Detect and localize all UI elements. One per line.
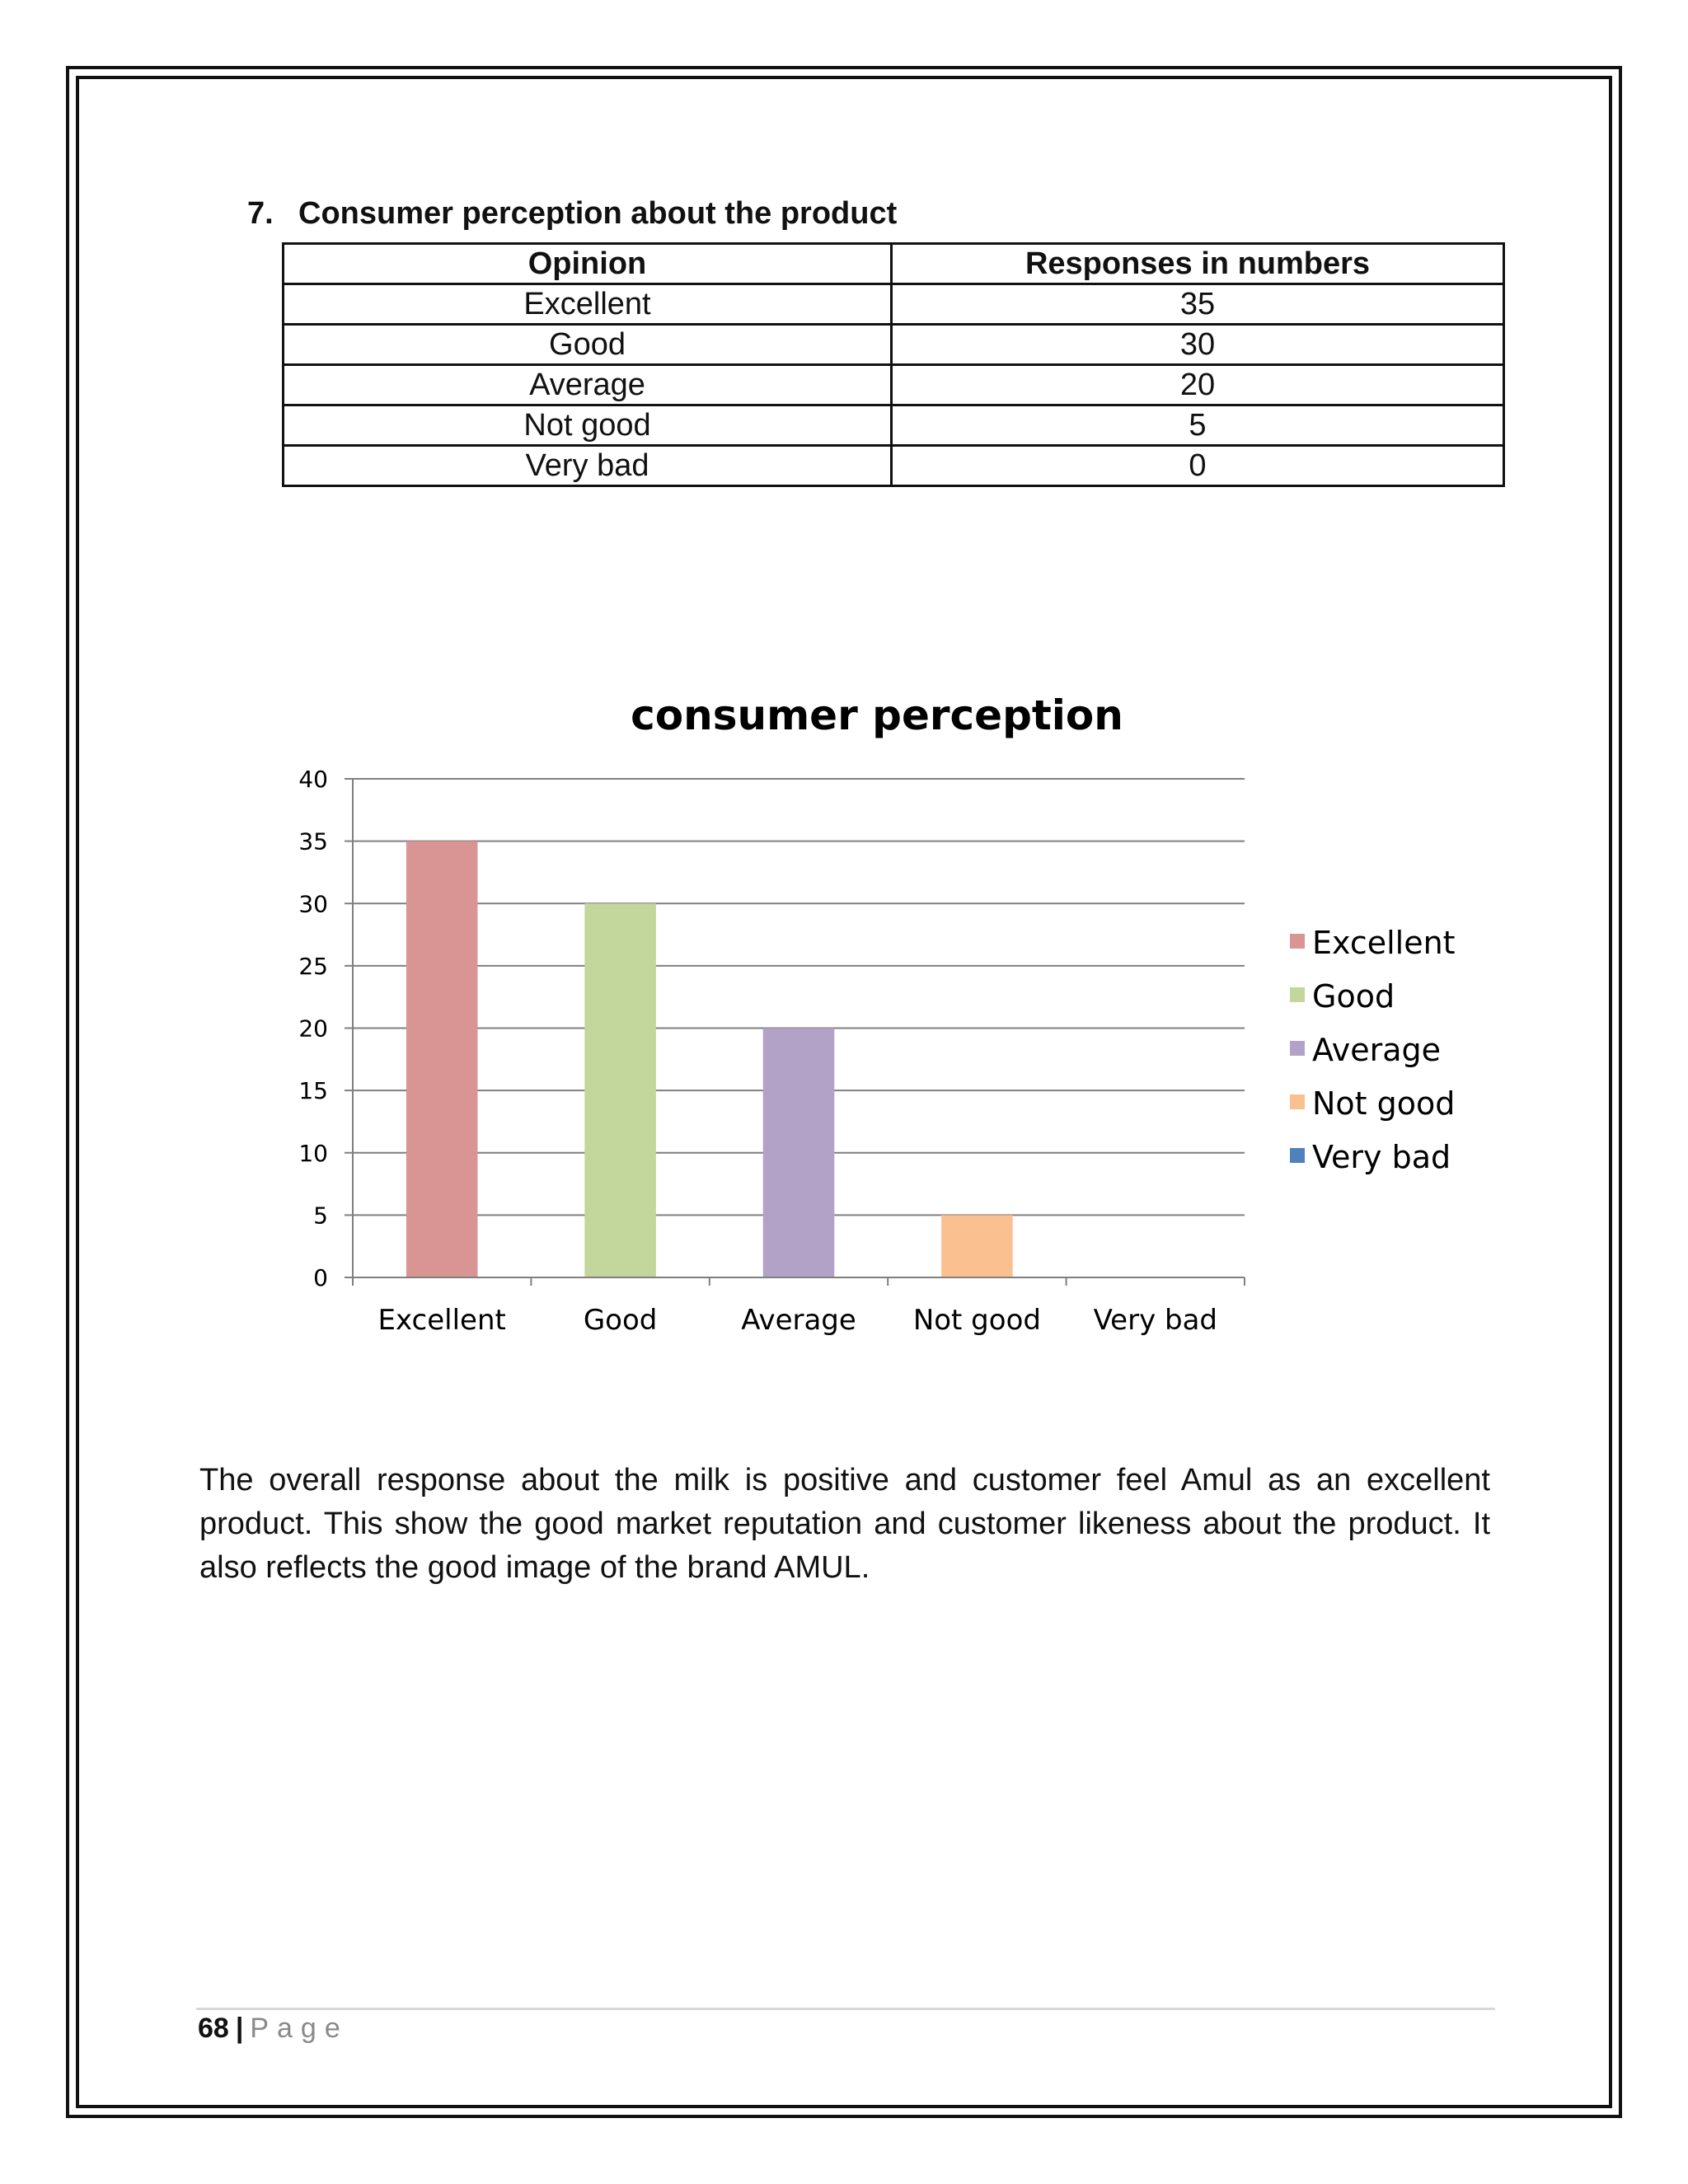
legend-swatch bbox=[1290, 934, 1305, 949]
chart-legend bbox=[1290, 925, 1456, 1175]
responses-cell: 30 bbox=[892, 325, 1504, 365]
y-tick-label: 40 bbox=[298, 766, 328, 793]
section-heading bbox=[247, 196, 897, 232]
responses-cell: 5 bbox=[892, 405, 1504, 446]
legend-label: Not good bbox=[1312, 1085, 1456, 1122]
page-label: Page bbox=[250, 2013, 349, 2044]
opinion-cell: Excellent bbox=[284, 284, 892, 325]
opinion-cell: Good bbox=[284, 325, 892, 365]
y-tick-label: 35 bbox=[298, 827, 328, 855]
responses-cell: 0 bbox=[892, 446, 1504, 486]
x-tick-label: Excellent bbox=[377, 1304, 506, 1337]
y-tick-label: 30 bbox=[298, 890, 328, 918]
table-row bbox=[284, 405, 1504, 446]
opinion-cell: Very bad bbox=[284, 446, 892, 486]
y-tick-label: 10 bbox=[298, 1139, 328, 1167]
page-number: 68 bbox=[198, 2013, 229, 2044]
legend-swatch bbox=[1290, 1094, 1305, 1109]
bar bbox=[763, 1029, 835, 1278]
opinion-cell: Not good bbox=[284, 405, 892, 446]
y-tick-label: 15 bbox=[298, 1077, 328, 1105]
column-header-responses: Responses in numbers bbox=[892, 244, 1504, 284]
legend-label: Average bbox=[1312, 1032, 1442, 1068]
responses-cell: 35 bbox=[892, 284, 1504, 325]
opinion-cell: Average bbox=[284, 365, 892, 405]
footer-divider bbox=[196, 2008, 1495, 2010]
chart-x-axis bbox=[353, 1277, 1245, 1337]
footer-separator: | bbox=[235, 2013, 244, 2044]
bar bbox=[941, 1215, 1013, 1277]
bar bbox=[406, 841, 478, 1277]
chart-title: consumer perception bbox=[631, 691, 1123, 739]
y-tick-label: 0 bbox=[313, 1264, 328, 1291]
responses-cell: 20 bbox=[892, 365, 1504, 405]
column-header-opinion: Opinion bbox=[284, 244, 892, 284]
x-tick-label: Good bbox=[583, 1304, 658, 1337]
legend-swatch bbox=[1290, 1041, 1305, 1056]
legend-label: Good bbox=[1312, 978, 1395, 1015]
table-row bbox=[284, 365, 1504, 405]
page-footer bbox=[198, 2013, 349, 2045]
table-row bbox=[284, 284, 1504, 325]
chart-bars bbox=[406, 841, 1013, 1277]
x-tick-label: Average bbox=[741, 1304, 856, 1337]
chart-y-axis bbox=[298, 766, 353, 1291]
x-tick-label: Very bad bbox=[1093, 1304, 1218, 1337]
opinion-table bbox=[282, 242, 1505, 487]
section-number: 7. bbox=[247, 196, 274, 231]
table-header-row bbox=[284, 244, 1504, 284]
body-paragraph: The overall response about the milk is positive and customer feel Amul as an excellent product. This show the good market reputation and customer likeness about the product. It also reflects the good image of the brand AMUL. bbox=[199, 1463, 1490, 1585]
legend-label: Excellent bbox=[1312, 925, 1456, 961]
bar bbox=[584, 903, 656, 1277]
legend-label: Very bad bbox=[1312, 1139, 1451, 1175]
y-tick-label: 5 bbox=[313, 1202, 328, 1230]
table-row bbox=[284, 325, 1504, 365]
x-tick-label: Not good bbox=[912, 1304, 1041, 1337]
legend-swatch bbox=[1290, 987, 1305, 1002]
bar-chart bbox=[272, 676, 1508, 1352]
legend-swatch bbox=[1290, 1148, 1305, 1163]
y-tick-label: 20 bbox=[298, 1015, 328, 1043]
y-tick-label: 25 bbox=[298, 952, 328, 980]
section-title: Consumer perception about the product bbox=[298, 196, 898, 231]
table-row bbox=[284, 446, 1504, 486]
